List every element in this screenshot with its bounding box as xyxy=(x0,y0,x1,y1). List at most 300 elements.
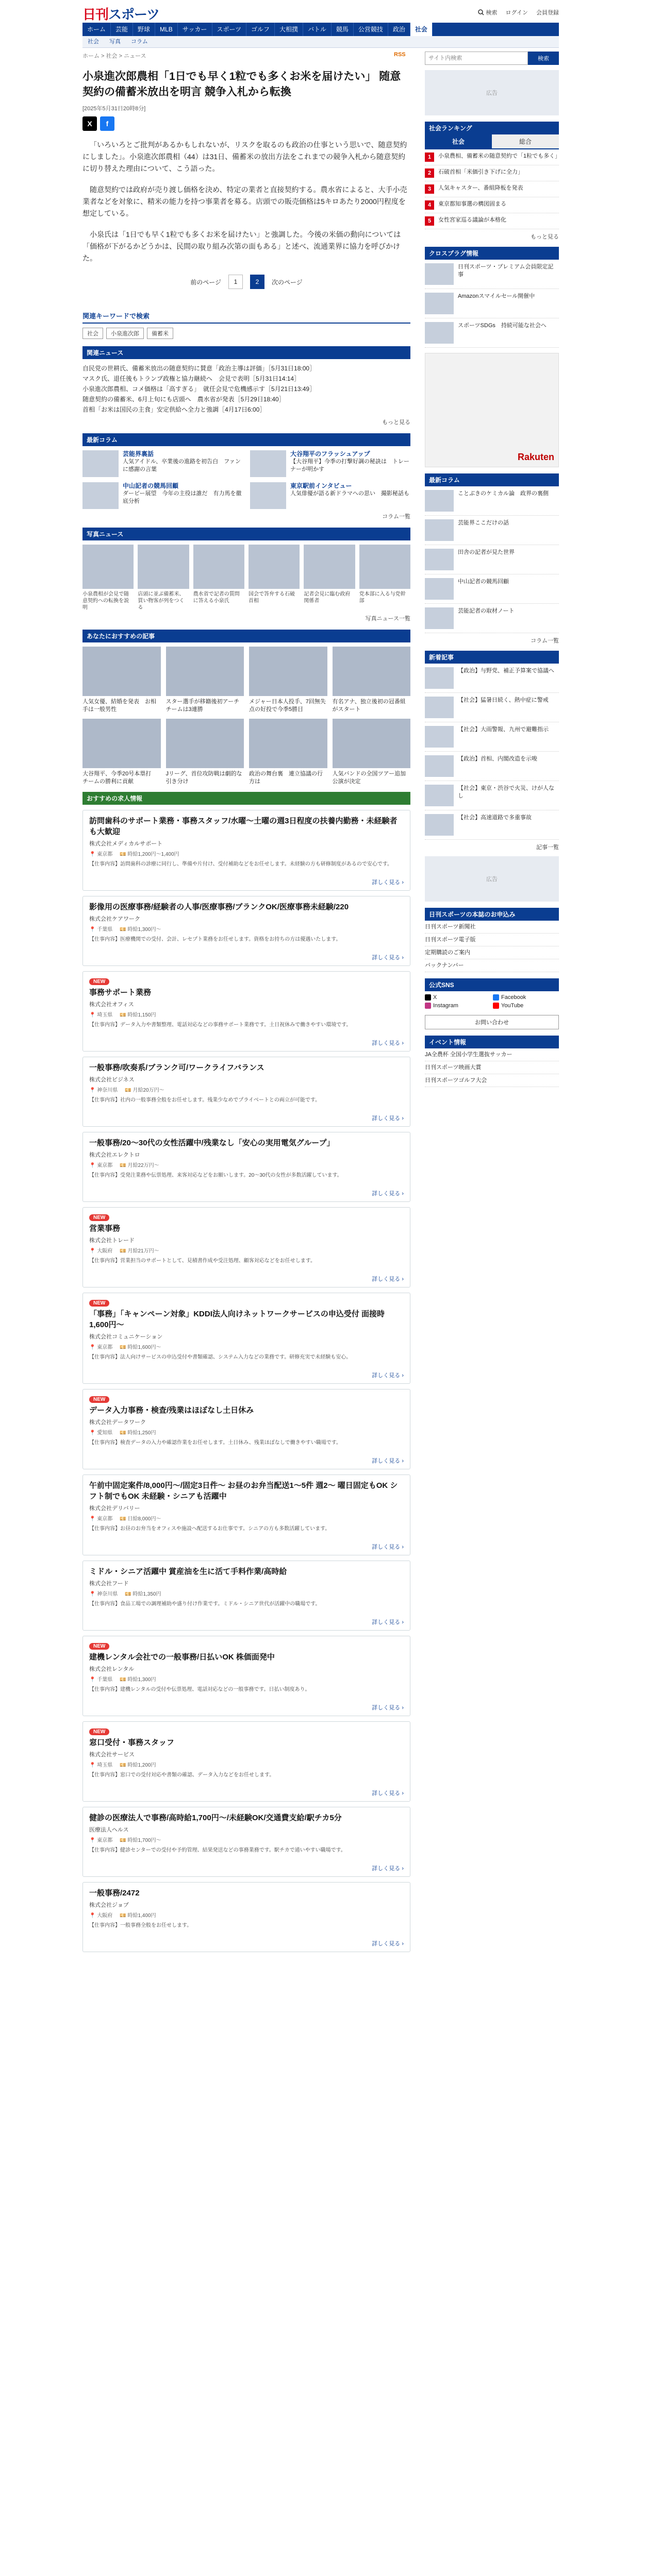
job-meta xyxy=(89,1086,404,1093)
job-pay: 💴 時給1,200円〜1,400円 xyxy=(120,852,179,857)
sns-name: YouTube xyxy=(501,1003,524,1009)
event-heading: イベント情報 xyxy=(425,1036,559,1048)
premium-link[interactable]: 日刊スポーツ新聞社 xyxy=(425,921,559,934)
job-new-badge: NEW xyxy=(89,978,109,985)
recommend-grid xyxy=(82,647,410,786)
latest-title: 【大谷翔平】今季の打撃好調の秘訣は トレーナーが明かす xyxy=(290,459,409,472)
recommend-image xyxy=(333,719,411,768)
keyword-tag[interactable]: 備蓄米 xyxy=(147,328,173,339)
recommend-caption: 有名アナ、独立後初の冠番組がスタート xyxy=(332,699,406,713)
related-item[interactable]: 自民党の世耕氏、備蓄米放出の随意契約に賛意「政治主導は評価」［5月31日18:00］ xyxy=(82,365,316,372)
job-company: 株式会社デリバリー xyxy=(89,1505,140,1512)
latest-columns xyxy=(82,450,410,509)
photo-caption: 小泉農相が会見で随意契約への転換を説明 xyxy=(82,591,129,611)
event-link[interactable]: JA全農杯 全国小学生選抜サッカー xyxy=(425,1048,559,1061)
related-item[interactable]: 随意契約の備蓄米、6月上旬にも店頭へ 農水省が発表［5月29日18:40］ xyxy=(82,396,285,403)
sns-icon xyxy=(425,1003,431,1009)
nikkan-item[interactable] xyxy=(425,810,559,840)
job-pay: 💴 時給1,300円 xyxy=(120,1677,156,1683)
register-link[interactable]: 会員登録 xyxy=(536,10,559,16)
job-card[interactable] xyxy=(82,810,410,891)
photo-card[interactable] xyxy=(82,545,134,611)
cross-item[interactable] xyxy=(425,318,559,348)
job-title[interactable]: 一般事務/2472 xyxy=(89,1889,140,1897)
latest-card[interactable] xyxy=(82,450,243,477)
nikkan-item[interactable] xyxy=(425,664,559,693)
photo-image xyxy=(249,545,300,589)
ranking-item[interactable] xyxy=(425,213,559,229)
job-description: 【仕事内容】営業担当のサポートとして、見積書作成や受注処理、顧客対応などをお任せします。 xyxy=(89,1258,316,1264)
gnav-item[interactable]: サッカー xyxy=(178,23,212,36)
photo-caption: 農水省で記者の質問に答える小泉氏 xyxy=(193,591,240,604)
ranking-item[interactable] xyxy=(425,149,559,165)
job-detail-link[interactable]: 詳しく見る › xyxy=(372,1790,404,1797)
sns-icon xyxy=(493,1003,499,1009)
job-description: 【仕事内容】データ入力や書類整理、電話対応などの事務サポート業務です。土日祝休みで働きやすい環境です。 xyxy=(89,1022,352,1028)
keyword-heading: 関連キーワードで検索 xyxy=(82,310,410,324)
contact-button[interactable]: お問い合わせ xyxy=(425,1015,559,1029)
side-column-item-thumb xyxy=(425,519,454,541)
related-list xyxy=(82,363,410,415)
cross-item-thumb xyxy=(425,293,454,314)
related-item[interactable]: 首相「お米は国民の主食」安定供給へ全力と強調［4月17日6:00］ xyxy=(82,406,266,413)
photo-card[interactable] xyxy=(138,545,189,611)
photo-caption: 党本部に入る与党幹部 xyxy=(359,591,406,604)
job-new-badge: NEW xyxy=(89,1214,109,1221)
related-more-link[interactable]: もっと見る xyxy=(382,419,410,426)
job-company: 株式会社コミュニケーション xyxy=(89,1334,163,1340)
job-meta xyxy=(89,1161,404,1168)
latest-title: 人気アイドル、卒業後の進路を初告白 ファンに感謝の言葉 xyxy=(123,459,241,472)
latest-more-link[interactable]: コラム一覧 xyxy=(382,514,410,520)
article-date: [2025年5月31日20時8分] xyxy=(82,106,146,112)
job-card[interactable] xyxy=(82,896,410,966)
job-card[interactable] xyxy=(82,1207,410,1287)
sns-item[interactable] xyxy=(425,994,491,1001)
ranking-item[interactable] xyxy=(425,197,559,213)
gnav-item[interactable]: 社会 xyxy=(410,23,433,36)
job-detail-link[interactable]: 詳しく見る › xyxy=(372,1276,404,1282)
job-location: 📍 東京都 xyxy=(89,1345,113,1350)
premium-link[interactable]: 日刊スポーツ電子版 xyxy=(425,934,559,946)
latest-text xyxy=(123,450,243,477)
gnav-item[interactable]: スポーツ xyxy=(212,23,247,36)
job-company: 株式会社オフィス xyxy=(89,1002,134,1008)
cross-item[interactable] xyxy=(425,289,559,318)
job-location: 📍 千葉県 xyxy=(89,1677,113,1683)
job-company: 株式会社メディカルサポート xyxy=(89,841,163,847)
nikkan-item[interactable] xyxy=(425,693,559,722)
job-title[interactable]: 一般事務/20〜30代の女性活躍中/残業なし「安心の実用電気グループ」 xyxy=(89,1139,335,1147)
sns-list xyxy=(425,991,559,1012)
job-detail-link[interactable]: 詳しく見る › xyxy=(372,1191,404,1197)
nikkan-item[interactable] xyxy=(425,781,559,810)
related-item[interactable]: 小泉進次郎農相、コメ価格は「高すぎる」 就任会見で危機感示す［5月21日13:49］ xyxy=(82,385,316,393)
latest-text xyxy=(123,482,243,509)
latest-card[interactable] xyxy=(250,450,410,477)
login-link[interactable]: ログイン xyxy=(505,10,528,16)
ranking-item[interactable] xyxy=(425,181,559,197)
recommend-image xyxy=(82,719,161,768)
sns-icon xyxy=(493,994,499,1001)
job-new-badge: NEW xyxy=(89,1728,109,1735)
sns-icon xyxy=(425,994,431,1001)
job-card[interactable] xyxy=(82,1057,410,1127)
recommend-card[interactable] xyxy=(82,647,161,714)
ranking-item[interactable] xyxy=(425,165,559,181)
recommend-card[interactable] xyxy=(82,719,161,786)
job-detail-link[interactable]: 詳しく見る › xyxy=(372,1705,404,1711)
sns-name: Facebook xyxy=(501,994,526,1001)
latest-title: 人気俳優が語る新ドラマへの思い 撮影秘話も xyxy=(290,490,409,497)
job-company: 株式会社トレード xyxy=(89,1238,135,1244)
recommend-card[interactable] xyxy=(333,719,411,786)
job-new-badge: NEW xyxy=(89,1643,109,1650)
side-column-item-title: ことぶきのケミカル論 政界の裏側 xyxy=(458,490,549,497)
side-column-item-title: 芸能界ここだけの話 xyxy=(458,520,509,526)
recommend-card[interactable] xyxy=(333,647,411,714)
job-company: 株式会社ジョブ xyxy=(89,1902,129,1908)
side-column-item[interactable] xyxy=(425,574,559,604)
photo-caption: 店頭に並ぶ備蓄米、買い物客が列をつくる xyxy=(138,591,185,611)
job-pay: 💴 時給1,350円 xyxy=(125,1591,161,1597)
job-description: 【仕事内容】食品工場での調理補助や盛り付け作業です。ミドル・シニア世代が活躍中の職場です。 xyxy=(89,1601,321,1607)
gnav-item[interactable]: MLB xyxy=(155,23,178,36)
job-meta xyxy=(89,1428,404,1436)
gnav-item[interactable]: ホーム xyxy=(82,23,111,36)
photo-card[interactable] xyxy=(193,545,244,611)
job-pay: 💴 月給20万円〜 xyxy=(125,1088,164,1093)
job-detail-link[interactable]: 詳しく見る › xyxy=(372,1544,404,1550)
rakuten-logo: Rakuten xyxy=(517,452,554,462)
latest-thumb xyxy=(82,450,119,477)
recommend-caption: 人気女優、結婚を発表 お相手は一般男性 xyxy=(82,699,156,713)
job-title[interactable]: 営業事務 xyxy=(89,1224,121,1233)
share-buttons xyxy=(82,116,410,131)
event-link[interactable]: 日刊スポーツ映画大賞 xyxy=(425,1061,559,1074)
job-company: 株式会社データワーク xyxy=(89,1419,146,1426)
job-detail-link[interactable]: 詳しく見る › xyxy=(372,1866,404,1872)
recommend-image xyxy=(249,719,327,768)
side-search xyxy=(425,52,559,65)
job-description: 【仕事内容】医療機関での受付、会計、レセプト業務をお任せします。資格をお持ちの方は優遇いたします。 xyxy=(89,937,341,942)
cross-item[interactable] xyxy=(425,260,559,289)
keyword-tags xyxy=(82,328,410,339)
nikkan-item[interactable] xyxy=(425,752,559,781)
recommend-caption: Jリーグ、首位攻防戦は劇的な引き分け xyxy=(166,771,242,785)
job-card[interactable] xyxy=(82,1636,410,1716)
recommend-image xyxy=(333,647,411,696)
job-pay: 💴 月給21万円〜 xyxy=(120,1248,159,1254)
cross-heading: クロスプラグ情報 xyxy=(425,247,559,260)
side-column-item[interactable] xyxy=(425,545,559,574)
ranking-heading: 社会ランキング xyxy=(425,122,559,134)
job-title[interactable]: 健診の医療法人で事務/高時給1,700円〜/未経験OK/交通費支給/駅チカ5分 xyxy=(89,1814,342,1822)
job-detail-link[interactable]: 詳しく見る › xyxy=(372,1040,404,1046)
job-pay: 💴 日給8,000円〜 xyxy=(120,1516,161,1522)
latest-text xyxy=(290,450,410,477)
job-company: 株式会社ケアワーク xyxy=(89,916,140,922)
job-location: 📍 神奈川県 xyxy=(89,1591,118,1597)
cross-item-title: 日刊スポーツ・プレミアム会員限定記事 xyxy=(458,264,554,278)
nikkan-item-thumb xyxy=(425,697,454,718)
job-company: 医療法人ヘルス xyxy=(89,1827,129,1833)
latest-thumb xyxy=(250,482,286,509)
job-card[interactable] xyxy=(82,1132,410,1202)
recommend-caption: スター選手が移籍後初アーチ チームは3連勝 xyxy=(166,699,245,713)
job-meta xyxy=(89,1675,404,1683)
job-card[interactable] xyxy=(82,1807,410,1877)
premium-link[interactable]: 定期購読のご案内 xyxy=(425,946,559,959)
sns-item[interactable] xyxy=(493,1003,559,1009)
side-column-item[interactable] xyxy=(425,604,559,633)
gnav-item[interactable]: ゴルフ xyxy=(246,23,275,36)
latest-text xyxy=(290,482,409,509)
keyword-tag[interactable]: 社会 xyxy=(82,328,103,339)
job-description: 【仕事内容】社内の一般事務全般をお任せします。残業少なめでプライベートとの両立が可能です。 xyxy=(89,1097,321,1103)
job-company: 株式会社エレクトロ xyxy=(89,1152,140,1158)
job-pay: 💴 時給1,150円 xyxy=(120,1012,156,1018)
global-nav xyxy=(82,23,559,36)
job-pay: 💴 月給22万円〜 xyxy=(120,1163,159,1168)
side-column-item-thumb xyxy=(425,549,454,570)
subnav-item[interactable]: 社会 xyxy=(88,39,99,45)
job-card[interactable] xyxy=(82,1389,410,1469)
job-company: 株式会社ビジネス xyxy=(89,1077,135,1083)
premium-link[interactable]: バックナンバー xyxy=(425,959,559,972)
job-title[interactable]: 窓口受付・事務スタッフ xyxy=(89,1738,175,1747)
latest-thumb xyxy=(82,482,119,509)
job-pay: 💴 時給1,600円〜 xyxy=(120,1345,161,1350)
job-meta xyxy=(89,925,404,933)
photo-image xyxy=(359,545,410,589)
ranking-number: 5 xyxy=(425,216,434,226)
cross-item-title: Amazonスマイルセール開催中 xyxy=(458,293,535,299)
recommend-heading: あなたにおすすめの記事 xyxy=(82,630,410,642)
job-card[interactable] xyxy=(82,1721,410,1802)
gnav-item[interactable]: バトル xyxy=(303,23,332,36)
job-card[interactable] xyxy=(82,971,410,1052)
nikkan-item-title: 【社会】東京・渋谷で火災、けが人なし xyxy=(458,785,554,799)
job-location: 📍 東京都 xyxy=(89,1163,113,1168)
job-title[interactable]: 一般事務/吹奏系/ブランク可/ワークライフバランス xyxy=(89,1063,264,1072)
job-title[interactable]: 午前中固定案件/8,000円〜/固定3日件〜 お昼のお弁当配送1〜5件 週2〜 曜日固定もOK シフト制でもOK 未経験・シニアも活躍中 xyxy=(89,1481,398,1501)
job-card[interactable] xyxy=(82,1561,410,1631)
job-title[interactable]: ミドル・シニア活躍中 賞産油を生に活て手料作業/高時給 xyxy=(89,1567,287,1576)
photo-image xyxy=(304,545,355,589)
share-facebook-icon[interactable]: f xyxy=(100,116,114,131)
job-card[interactable] xyxy=(82,1293,410,1384)
recommend-image xyxy=(82,647,161,696)
job-detail-link[interactable]: 詳しく見る › xyxy=(372,879,404,886)
photo-heading: 写真ニュース xyxy=(82,528,410,540)
job-description: 【仕事内容】受発注業務や伝票処理、来客対応などをお願いします。20〜30代の女性が多数活躍しています。 xyxy=(89,1173,342,1178)
share-x-icon[interactable]: X xyxy=(82,116,97,131)
job-location: 📍 愛知県 xyxy=(89,1430,113,1436)
photo-card[interactable] xyxy=(249,545,300,611)
latest-category: 芸能界裏話 xyxy=(123,450,154,457)
ranking-title: 小泉農相、備蓄米の随意契約で「1粒でも多く」 xyxy=(438,153,561,159)
gnav-item[interactable]: 競馬 xyxy=(332,23,354,36)
job-title[interactable]: 影像用の医療事務/経験者の人事/医療事務/ブランクOK/医療事務未経験/220 xyxy=(89,903,349,911)
gnav-item[interactable]: 政治 xyxy=(388,23,410,36)
gnav-item[interactable]: 大相撲 xyxy=(275,23,303,36)
side-column-item[interactable] xyxy=(425,486,559,516)
main-column xyxy=(82,62,410,1952)
latest-card[interactable] xyxy=(250,482,410,509)
side-column-item-title: 芸能記者の取材ノート xyxy=(458,608,515,614)
pager-next[interactable]: 次のページ xyxy=(272,278,303,286)
search-input[interactable] xyxy=(425,52,528,65)
job-title[interactable]: 「事務」「キャンペーン対象」KDDI法人向けネットワークサービスの申込受付 面接時1,600円〜 xyxy=(89,1310,385,1329)
nikkan-item-title: 【社会】猛暑日続く、熱中症に警戒 xyxy=(458,697,549,703)
side-column-heading: 最新コラム xyxy=(425,473,559,486)
pager-prev[interactable]: 前のページ xyxy=(190,278,221,286)
ranking-more-link[interactable]: もっと見る xyxy=(531,234,559,240)
photo-image xyxy=(138,545,189,589)
job-company: 株式会社サービス xyxy=(89,1752,135,1758)
cross-item-thumb xyxy=(425,322,454,344)
nikkan-item-title: 【政治】与野党、補正予算案で協議へ xyxy=(458,668,554,674)
gnav-item[interactable]: 野球 xyxy=(133,23,155,36)
gnav-item[interactable]: 公営競技 xyxy=(354,23,388,36)
job-title[interactable]: 訪問歯科のサポート業務・事務スタッフ/水曜〜土曜の週3日程度の扶養内勤務・未経験者も大歓迎 xyxy=(89,817,398,836)
search-link-label: 検索 xyxy=(486,10,498,16)
job-title[interactable]: 建機レンタル会社での一般事務/日払いOK 株価面発中 xyxy=(89,1653,275,1662)
recommend-caption: 政治の舞台裏 連立協議の行方は xyxy=(249,771,323,785)
premium-heading: 日刊スポーツの本誌のお申込み xyxy=(425,908,559,921)
recommend-caption: メジャー日本人投手、7回無失点の好投で今季5勝目 xyxy=(249,699,326,713)
side-column-item[interactable] xyxy=(425,516,559,545)
job-detail-link[interactable]: 詳しく見る › xyxy=(372,955,404,961)
ranking-tab[interactable]: 総合 xyxy=(492,134,559,148)
site-logo[interactable]: 日刊スポーツ xyxy=(82,7,159,22)
sns-item[interactable] xyxy=(425,1003,491,1009)
pager-page-1[interactable]: 1 xyxy=(228,275,243,289)
ranking-title: 石破首相「米価引き下げに全力」 xyxy=(438,169,523,175)
job-meta xyxy=(89,850,404,857)
job-detail-link[interactable]: 詳しく見る › xyxy=(372,1372,404,1379)
job-description: 【仕事内容】お昼のお弁当をオフィスや施設へ配送するお仕事です。シニアの方も多数活躍しています。 xyxy=(89,1526,330,1532)
nikkan-item[interactable] xyxy=(425,722,559,752)
latest-card[interactable] xyxy=(82,482,243,509)
recommend-caption: 人気バンドの全国ツアー追加公演が決定 xyxy=(332,771,406,785)
job-title[interactable]: 事務サポート業務 xyxy=(89,988,152,997)
job-pay: 💴 時給1,700円〜 xyxy=(120,1838,161,1843)
ranking-list xyxy=(425,149,559,229)
latest-category: 中山記者の競馬回顧 xyxy=(123,482,179,489)
nikkan-list xyxy=(425,664,559,840)
job-location: 📍 千葉県 xyxy=(89,927,113,933)
side-column-item-thumb xyxy=(425,578,454,600)
keyword-tag[interactable]: 小泉進次郎 xyxy=(106,328,144,339)
photo-more-link[interactable]: 写真ニュース一覧 xyxy=(365,616,410,622)
related-heading: 関連ニュース xyxy=(82,346,410,359)
event-link[interactable]: 日刊スポーツゴルフ大会 xyxy=(425,1074,559,1087)
search-button[interactable]: 検索 xyxy=(528,52,559,65)
job-description: 【仕事内容】窓口での受付対応や書類の確認、データ入力などをお任せします。 xyxy=(89,1772,275,1778)
cross-item-thumb xyxy=(425,263,454,285)
job-location: 📍 東京都 xyxy=(89,1838,113,1843)
photo-card[interactable] xyxy=(304,545,355,611)
latest-heading: 最新コラム xyxy=(82,433,410,446)
job-detail-link[interactable]: 詳しく見る › xyxy=(372,1458,404,1464)
photo-card[interactable] xyxy=(359,545,410,611)
ranking-number: 4 xyxy=(425,200,434,210)
ad-banner-2[interactable]: 広告 xyxy=(425,856,559,902)
nikkan-more[interactable]: 記事一覧 xyxy=(536,844,559,851)
nikkan-item-title: 【社会】大雨警報、九州で避難指示 xyxy=(458,726,549,733)
job-detail-link[interactable]: 詳しく見る › xyxy=(372,1619,404,1625)
job-new-badge: NEW xyxy=(89,1396,109,1403)
job-detail-link[interactable]: 詳しく見る › xyxy=(372,1115,404,1122)
subnav-item[interactable]: 写真 xyxy=(109,39,121,45)
photo-grid xyxy=(82,545,410,611)
photo-image xyxy=(193,545,244,589)
ranking-number: 3 xyxy=(425,184,434,194)
sns-item[interactable] xyxy=(493,994,559,1001)
side-column-item-title: 中山記者の競馬回顧 xyxy=(458,579,509,585)
header-links xyxy=(478,8,559,16)
job-pay: 💴 時給1,250円 xyxy=(120,1430,156,1436)
job-meta xyxy=(89,1760,404,1768)
side-column-more[interactable]: コラム一覧 xyxy=(531,638,559,644)
job-card[interactable] xyxy=(82,1882,410,1952)
nikkan-item-thumb xyxy=(425,726,454,748)
ranking-title: 人気キャスター、番組降板を発表 xyxy=(438,185,523,191)
related-item[interactable]: マスク氏、退任後もトランプ政権と協力継続へ 会見で表明［5月31日14:14］ xyxy=(82,375,301,382)
job-location: 📍 埼玉県 xyxy=(89,1762,113,1768)
job-card[interactable] xyxy=(82,1475,410,1555)
latest-thumb xyxy=(250,450,286,477)
nikkan-heading: 新着記事 xyxy=(425,651,559,664)
recommend-card[interactable] xyxy=(166,719,244,786)
subnav-item[interactable]: コラム xyxy=(131,39,148,45)
recommend-image xyxy=(166,647,244,696)
latest-title: ダービー展望 今年の主役は誰だ 有力馬を徹底分析 xyxy=(123,490,242,504)
job-title[interactable]: データ入力事務・検査/残業はほぼなし土日休み xyxy=(89,1406,254,1415)
breadcrumb: ホーム > 社会 > ニュース xyxy=(82,53,146,59)
recommend-card[interactable] xyxy=(249,719,327,786)
recommend-card[interactable] xyxy=(249,647,327,714)
job-location: 📍 東京都 xyxy=(89,1516,113,1522)
gnav-item[interactable]: 芸能 xyxy=(111,23,133,36)
side-column xyxy=(425,52,559,1087)
ad-large[interactable] xyxy=(425,353,559,467)
job-meta xyxy=(89,1911,404,1919)
ranking-title: 女性宮家巡る議論が本格化 xyxy=(438,217,506,223)
job-location: 📍 大阪府 xyxy=(89,1913,113,1919)
job-location: 📍 東京都 xyxy=(89,852,113,857)
job-description: 【仕事内容】法人向けサービスの申込受付や書類確認、システム入力などの業務です。研修充実で未経験も安心。 xyxy=(89,1354,352,1360)
search-icon xyxy=(478,9,484,15)
pager-page-2[interactable]: 2 xyxy=(250,275,264,289)
job-meta xyxy=(89,1589,404,1597)
job-meta xyxy=(89,1514,404,1522)
rss-link[interactable]: RSS xyxy=(394,52,406,58)
ranking-tab[interactable]: 社会 xyxy=(425,134,492,148)
jobs-heading: おすすめの求人情報 xyxy=(82,792,410,805)
job-pay: 💴 時給1,300円〜 xyxy=(120,927,161,933)
nikkan-item-title: 【政治】首相、内閣改造を示唆 xyxy=(458,756,537,762)
photo-image xyxy=(82,545,134,589)
ad-banner[interactable]: 広告 xyxy=(425,70,559,115)
job-pay: 💴 時給1,200円 xyxy=(120,1762,156,1768)
job-detail-link[interactable]: 詳しく見る › xyxy=(372,1941,404,1947)
job-pay: 💴 時給1,400円 xyxy=(120,1913,156,1919)
recommend-card[interactable] xyxy=(166,647,244,714)
search-link[interactable] xyxy=(478,8,498,16)
